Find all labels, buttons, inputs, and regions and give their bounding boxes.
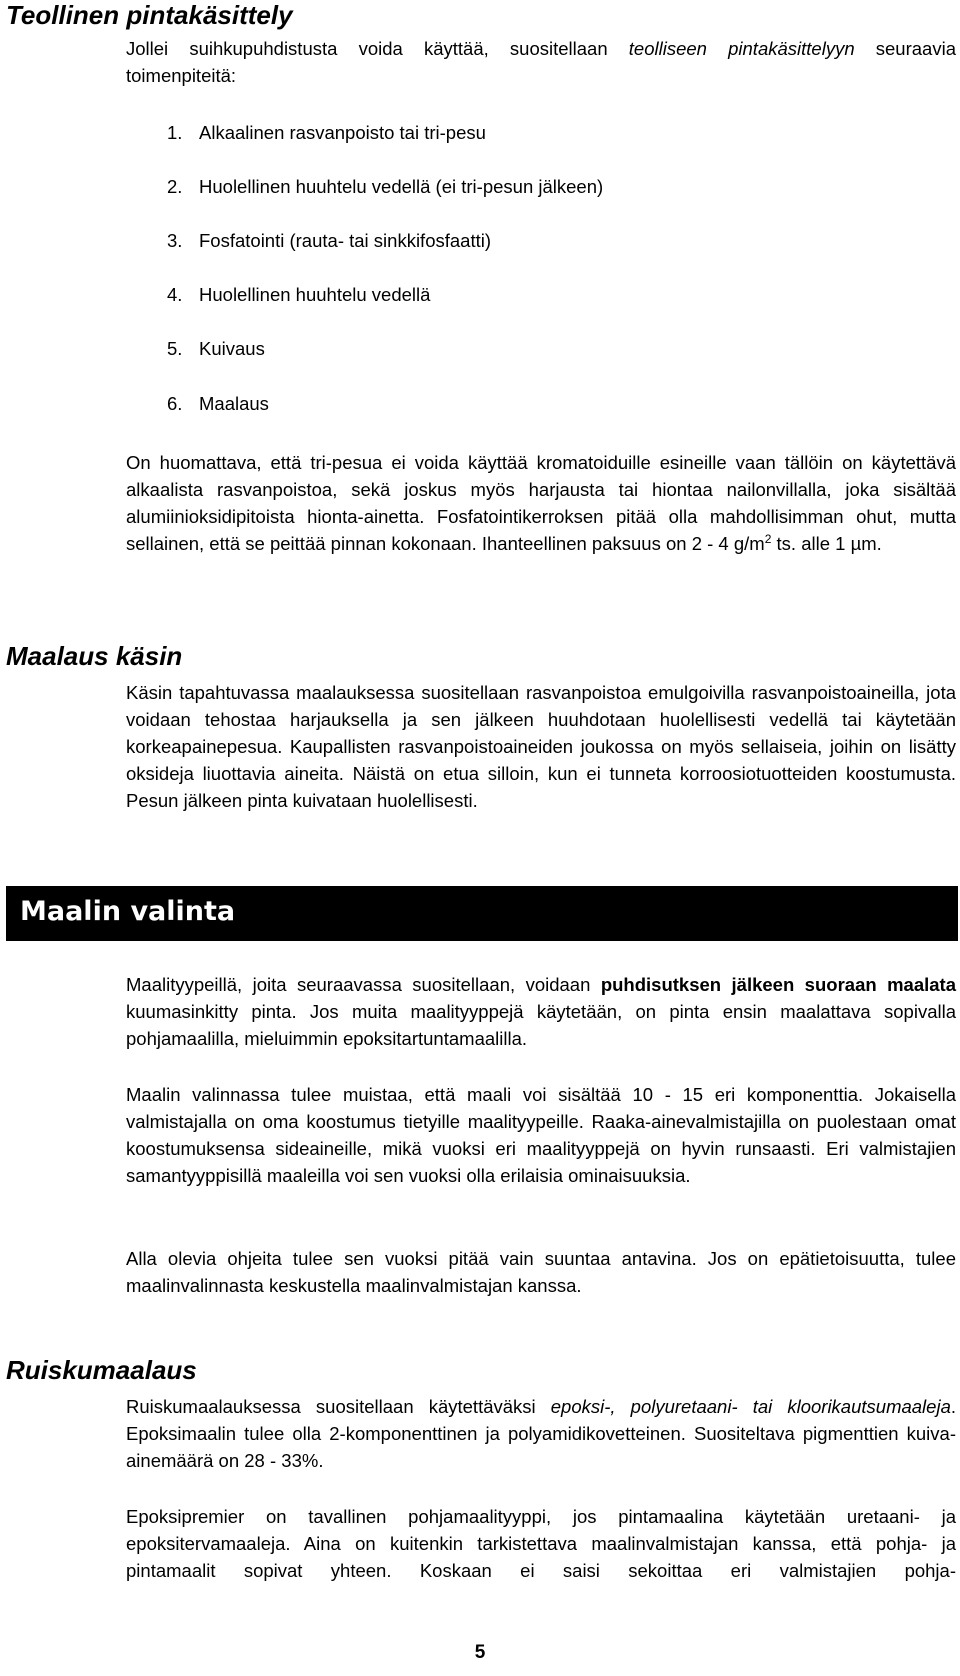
list-item: [167, 122, 486, 144]
list-item: [167, 393, 269, 415]
list-text: Huolellinen huuhtelu vedellä (ei tri-pesun jälkeen): [199, 176, 604, 197]
list-text: Huolellinen huuhtelu vedellä: [199, 284, 431, 305]
maalin-valinta-paragraph-2: Maalin valinnassa tulee muistaa, että maali voi sisältää 10 - 15 eri komponenttia. Jokaisella valmistajalla on oma koostumus tietyille maalityypeille. Raaka-ainevalmistajilla on puolestaan omat koostumuksensa sideaineille, mikä vuoksi eri maalityyppejä on hyvin runsaasti. Eri valmistajien samantyyppisillä maaleilla voi sen vuoksi olla erilaisia ominaisuuksia.: [126, 1084, 956, 1186]
paragraph-bold: puhdisutksen jälkeen suoraan maalata: [600, 974, 956, 995]
list-item: [167, 230, 491, 252]
paragraph-text-end: . Epoksimaalin tulee olla 2-komponenttinen ja polyamidikovetteinen. Suositeltava pigmenttien kuiva-ainemäärä on 28 - 33%.: [126, 1396, 956, 1471]
list-text: Alkaalinen rasvanpoisto tai tri-pesu: [199, 122, 486, 143]
ruiskumaalaus-paragraph-2: Epoksipremier on tavallinen pohjamaalityyppi, jos pintamaalina käytetään uretaani- ja epoksitervamaaleja. Aina on kuitenkin tarkistettava maalinvalmistajan kanssa, että pohja- ja pintamaalit sopivat yhteen. Koskaan ei saisi sekoittaa eri valmistajien pohja-: [126, 1506, 956, 1581]
section-title-teollinen: Teollinen pintakäsittely: [6, 0, 293, 30]
note-superscript: 2: [764, 531, 772, 546]
list-item: [167, 176, 603, 198]
list-number: 3.: [167, 230, 183, 251]
ruiskumaalaus-paragraph-1: [126, 1393, 956, 1474]
list-item: [167, 338, 265, 360]
paragraph-italic: epoksi-, polyuretaani- tai kloorikautsumaaleja: [550, 1396, 951, 1417]
note-text: On huomattava, että tri-pesua ei voida käyttää kromatoiduille esineille vaan tällöin on käytettävä alkaalista rasvanpoistoa, sekä joskus myös harjausta tai hiontaa nailonvillalla, joka sisältää alumiinioksidipitoista hionta-ainetta. Fosfatointikerroksen pitää olla mahdollisimman ohut, mutta sellainen, että se peittää pinnan kokonaan. Ihanteellinen paksuus on 2 - 4 g/m: [126, 452, 956, 554]
list-item: [167, 284, 430, 306]
section-title-maalaus-kasin: Maalaus käsin: [6, 641, 183, 671]
intro-paragraph: [126, 35, 956, 89]
intro-text-end: seuraavia toimenpiteitä:: [126, 38, 956, 86]
page-number: 5: [474, 1642, 486, 1663]
section-title-ruiskumaalaus: Ruiskumaalaus: [6, 1355, 197, 1385]
list-number: 4.: [167, 284, 183, 305]
paragraph-text-end: kuumasinkitty pinta. Jos muita maalityyppejä käytetään, on pinta ensin maalattava sopivalla pohjamaalilla, mieluimmin epoksitartuntamaalilla.: [126, 1001, 956, 1049]
paragraph-text: Maalityypeillä, joita seuraavassa suositellaan, voidaan: [126, 974, 601, 995]
list-number: 2.: [167, 176, 183, 197]
list-number: 5.: [167, 338, 183, 359]
section-title-maalin-valinta: Maalin valinta: [20, 896, 236, 927]
list-text: Kuivaus: [199, 338, 265, 359]
section-banner: [6, 886, 958, 941]
maalin-valinta-paragraph-1: [126, 971, 956, 1052]
list-number: 6.: [167, 393, 183, 414]
note-text-end: ts. alle 1 µm.: [771, 533, 882, 554]
list-text: Maalaus: [199, 393, 269, 414]
intro-emphasis: teolliseen pintakäsittelyyn: [628, 38, 855, 59]
intro-text: Jollei suihkupuhdistusta voida käyttää, suositellaan: [126, 38, 629, 59]
note-paragraph: [126, 449, 956, 557]
list-number: 1.: [167, 122, 183, 143]
list-text: Fosfatointi (rauta- tai sinkkifosfaatti): [199, 230, 491, 251]
paragraph-text: Ruiskumaalauksessa suositellaan käytettäväksi: [126, 1396, 551, 1417]
maalin-valinta-paragraph-3: Alla olevia ohjeita tulee sen vuoksi pitää vain suuntaa antavina. Jos on epätietoisuutta, tulee maalinvalinnasta keskustella maalinvalmistajan kanssa.: [126, 1248, 956, 1296]
maalaus-kasin-paragraph: Käsin tapahtuvassa maalauksessa suositellaan rasvanpoistoa emulgoivilla rasvanpoistoaineilla, jota voidaan tehostaa harjauksella ja sen jälkeen huuhdotaan huolellisesti vedellä tai käytetään korkeapainepesua. Kaupallisten rasvanpoistoaineiden joukossa on myös sellaiseia, joihin on lisätty oksideja liuottavia aineita. Näistä on etua silloin, kun ei tunneta korroosiotuotteiden koostumusta. Pesun jälkeen pinta kuivataan huolellisesti.: [126, 682, 956, 811]
